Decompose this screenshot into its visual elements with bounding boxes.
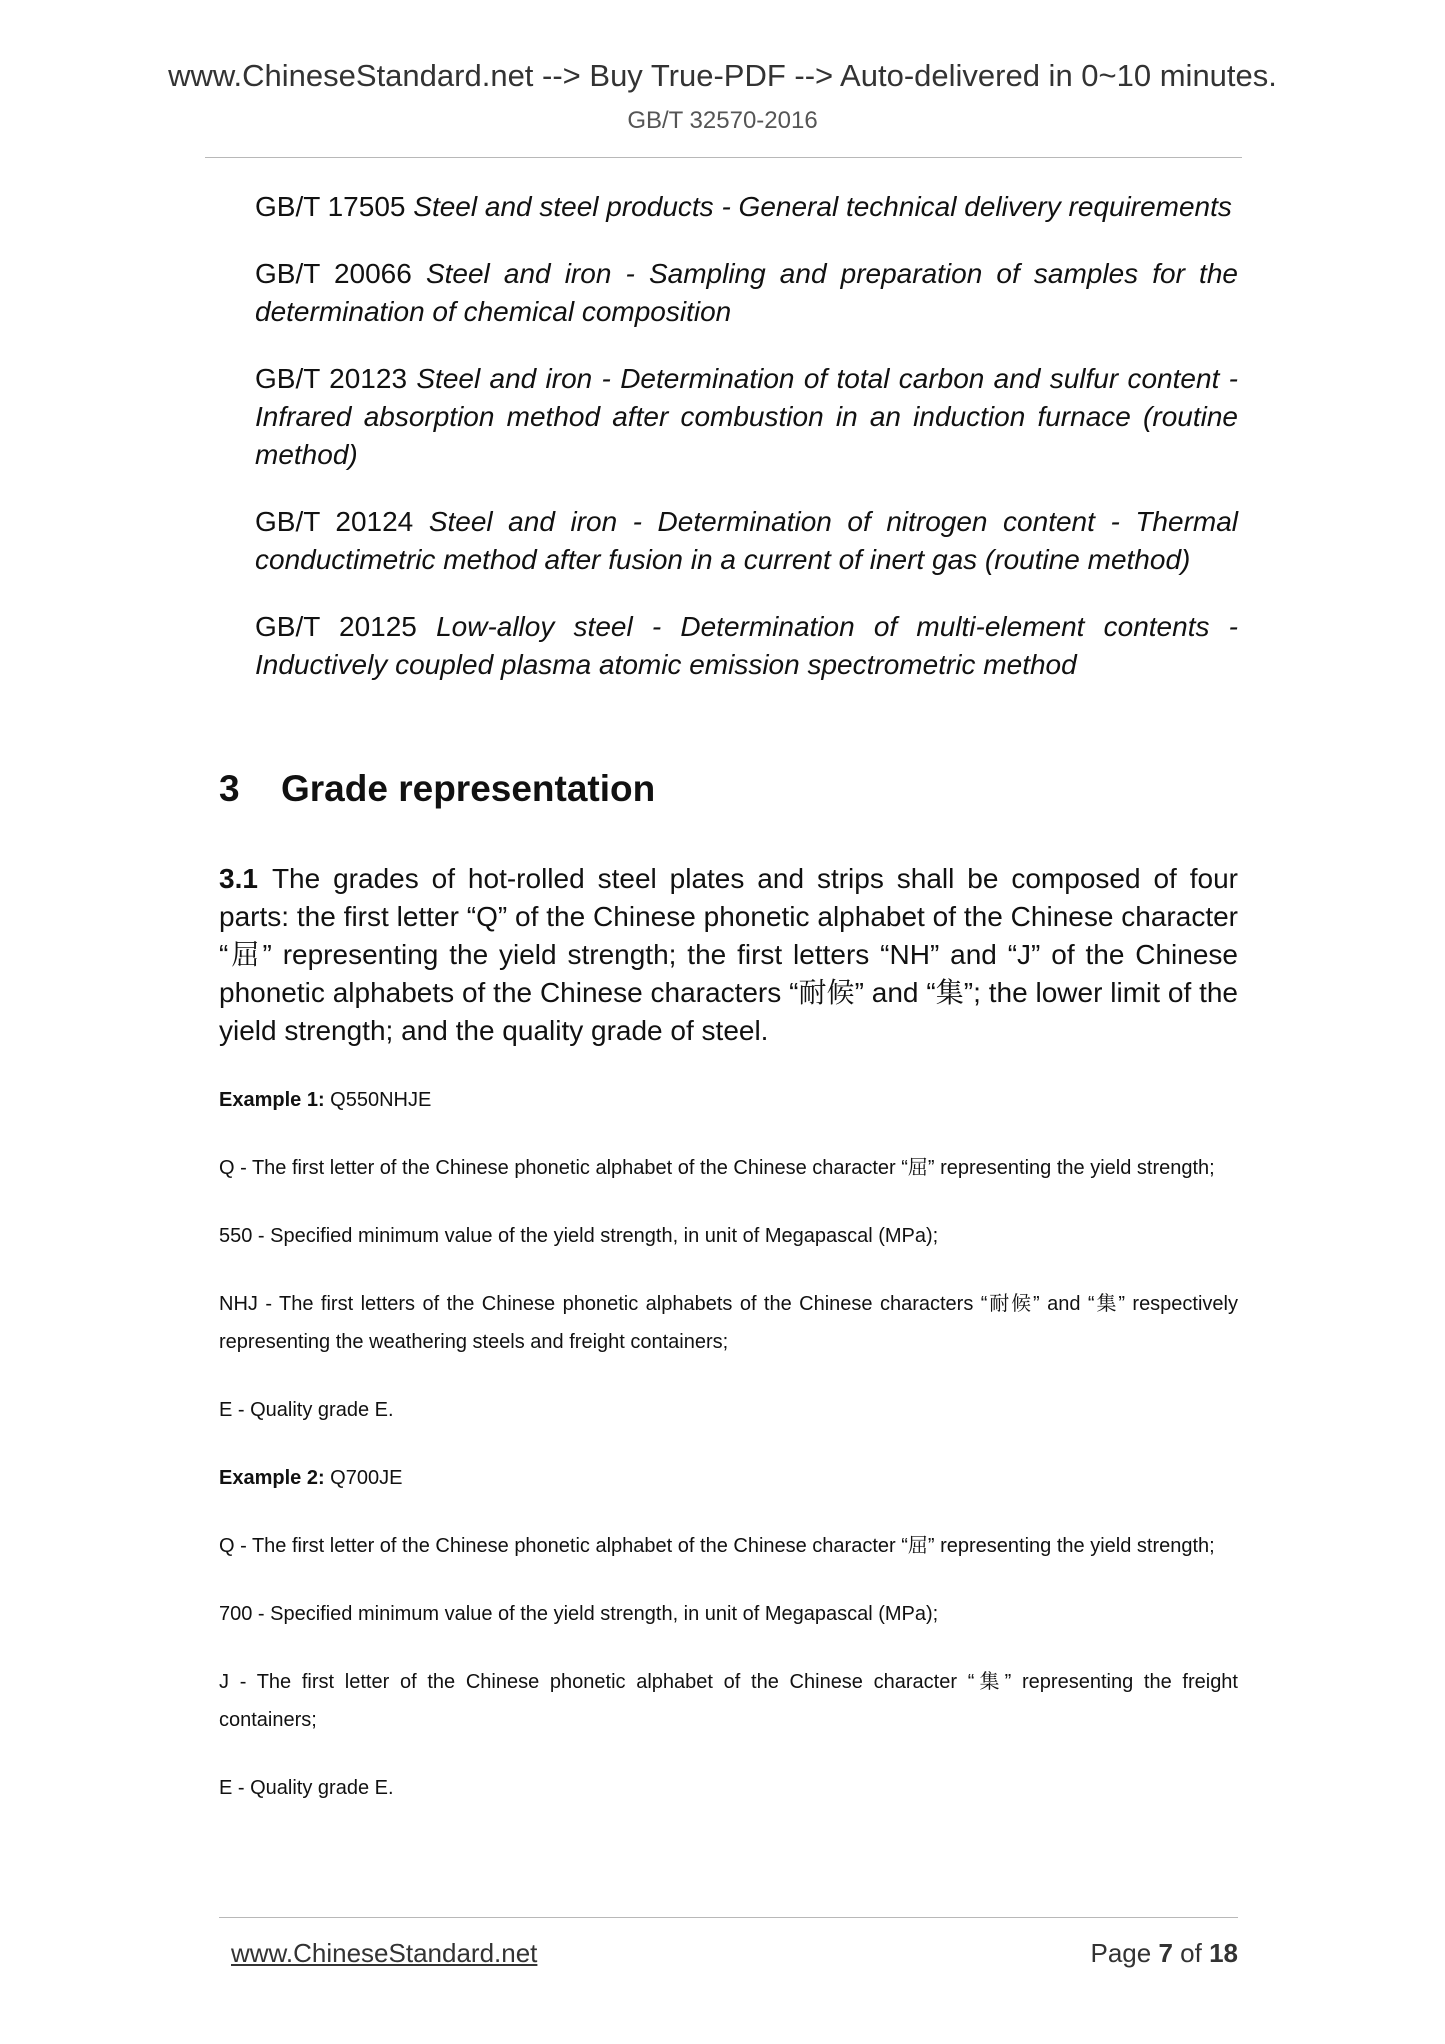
footer-site-link[interactable]: www.ChineseStandard.net <box>231 1938 538 1968</box>
reference-item <box>255 360 1238 474</box>
example-line: Q - The first letter of the Chinese phonetic alphabet of the Chinese character “屈” representing the yield strength; <box>219 1535 1215 1557</box>
reference-item <box>255 255 1238 331</box>
section-title: Grade representation <box>281 768 656 809</box>
example-line: E - Quality grade E. <box>219 1777 394 1799</box>
reference-title: Low-alloy steel - Determination of multi-element contents - Inductively coupled plasma atomic emission spectrometric method <box>255 611 1238 680</box>
example-heading <box>219 1459 1238 1497</box>
examples-block <box>219 1081 1238 1837</box>
example-line: 550 - Specified minimum value of the yield strength, in unit of Megapascal (MPa); <box>219 1225 939 1247</box>
header-standard-code: GB/T 32570-2016 <box>627 107 818 134</box>
reference-code: GB/T 20125 <box>255 611 417 642</box>
reference-title: Steel and iron - Determination of total carbon and sulfur content - Infrared absorption method after combustion in an induction furnace (routine method) <box>255 363 1239 470</box>
normative-references-list <box>255 188 1238 713</box>
example-grade: Q550NHJE <box>330 1089 432 1111</box>
example-label: Example 2: <box>219 1467 325 1489</box>
total-pages: 18 <box>1209 1938 1238 1968</box>
example-heading <box>219 1081 1238 1119</box>
reference-code: GB/T 17505 <box>255 191 406 222</box>
page-indicator <box>1090 1938 1238 1969</box>
example-line: NHJ - The first letters of the Chinese phonetic alphabets of the Chinese characters “耐候” and “集” respectively representing the weathering steels and freight containers; <box>219 1293 1238 1353</box>
clause-number: 3.1 <box>219 863 258 894</box>
clause-text: The grades of hot-rolled steel plates and strips shall be composed of four parts: the first letter “Q” of the Chinese phonetic alphabet of the Chinese character “屈” representing the yield strength; the first letters “NH” and “J” of the Chinese phonetic alphabets of the Chinese characters “耐候” and “集”; the lower limit of the yield strength; and the quality grade of steel. <box>219 863 1238 1046</box>
reference-title: Steel and steel products - General technical delivery requirements <box>413 191 1232 222</box>
example-line: E - Quality grade E. <box>219 1399 394 1421</box>
reference-code: GB/T 20123 <box>255 363 408 394</box>
reference-code: GB/T 20124 <box>255 506 414 537</box>
header-banner: www.ChineseStandard.net --> Buy True-PDF --> Auto-delivered in 0~10 minutes. <box>168 58 1277 93</box>
reference-code: GB/T 20066 <box>255 258 412 289</box>
page-prefix: Page <box>1090 1938 1152 1968</box>
section-heading <box>219 768 655 810</box>
clause-paragraph <box>219 860 1238 1050</box>
example-line: Q - The first letter of the Chinese phonetic alphabet of the Chinese character “屈” representing the yield strength; <box>219 1157 1215 1179</box>
current-page: 7 <box>1158 1938 1173 1968</box>
header-divider <box>205 157 1242 158</box>
footer-divider <box>219 1917 1238 1918</box>
example-grade: Q700JE <box>330 1467 403 1489</box>
page-of: of <box>1180 1938 1202 1968</box>
section-number: 3 <box>219 768 240 809</box>
example-line: J - The first letter of the Chinese phonetic alphabet of the Chinese character “集” representing the freight containers; <box>219 1671 1238 1731</box>
example-line: 700 - Specified minimum value of the yield strength, in unit of Megapascal (MPa); <box>219 1603 939 1625</box>
reference-item <box>255 188 1238 226</box>
reference-item <box>255 503 1238 579</box>
reference-item <box>255 608 1238 684</box>
example-label: Example 1: <box>219 1089 325 1111</box>
reference-title: Steel and iron - Sampling and preparation of samples for the determination of chemical composition <box>255 258 1238 327</box>
reference-title: Steel and iron - Determination of nitrogen content - Thermal conductimetric method after fusion in a current of inert gas (routine method) <box>255 506 1239 575</box>
